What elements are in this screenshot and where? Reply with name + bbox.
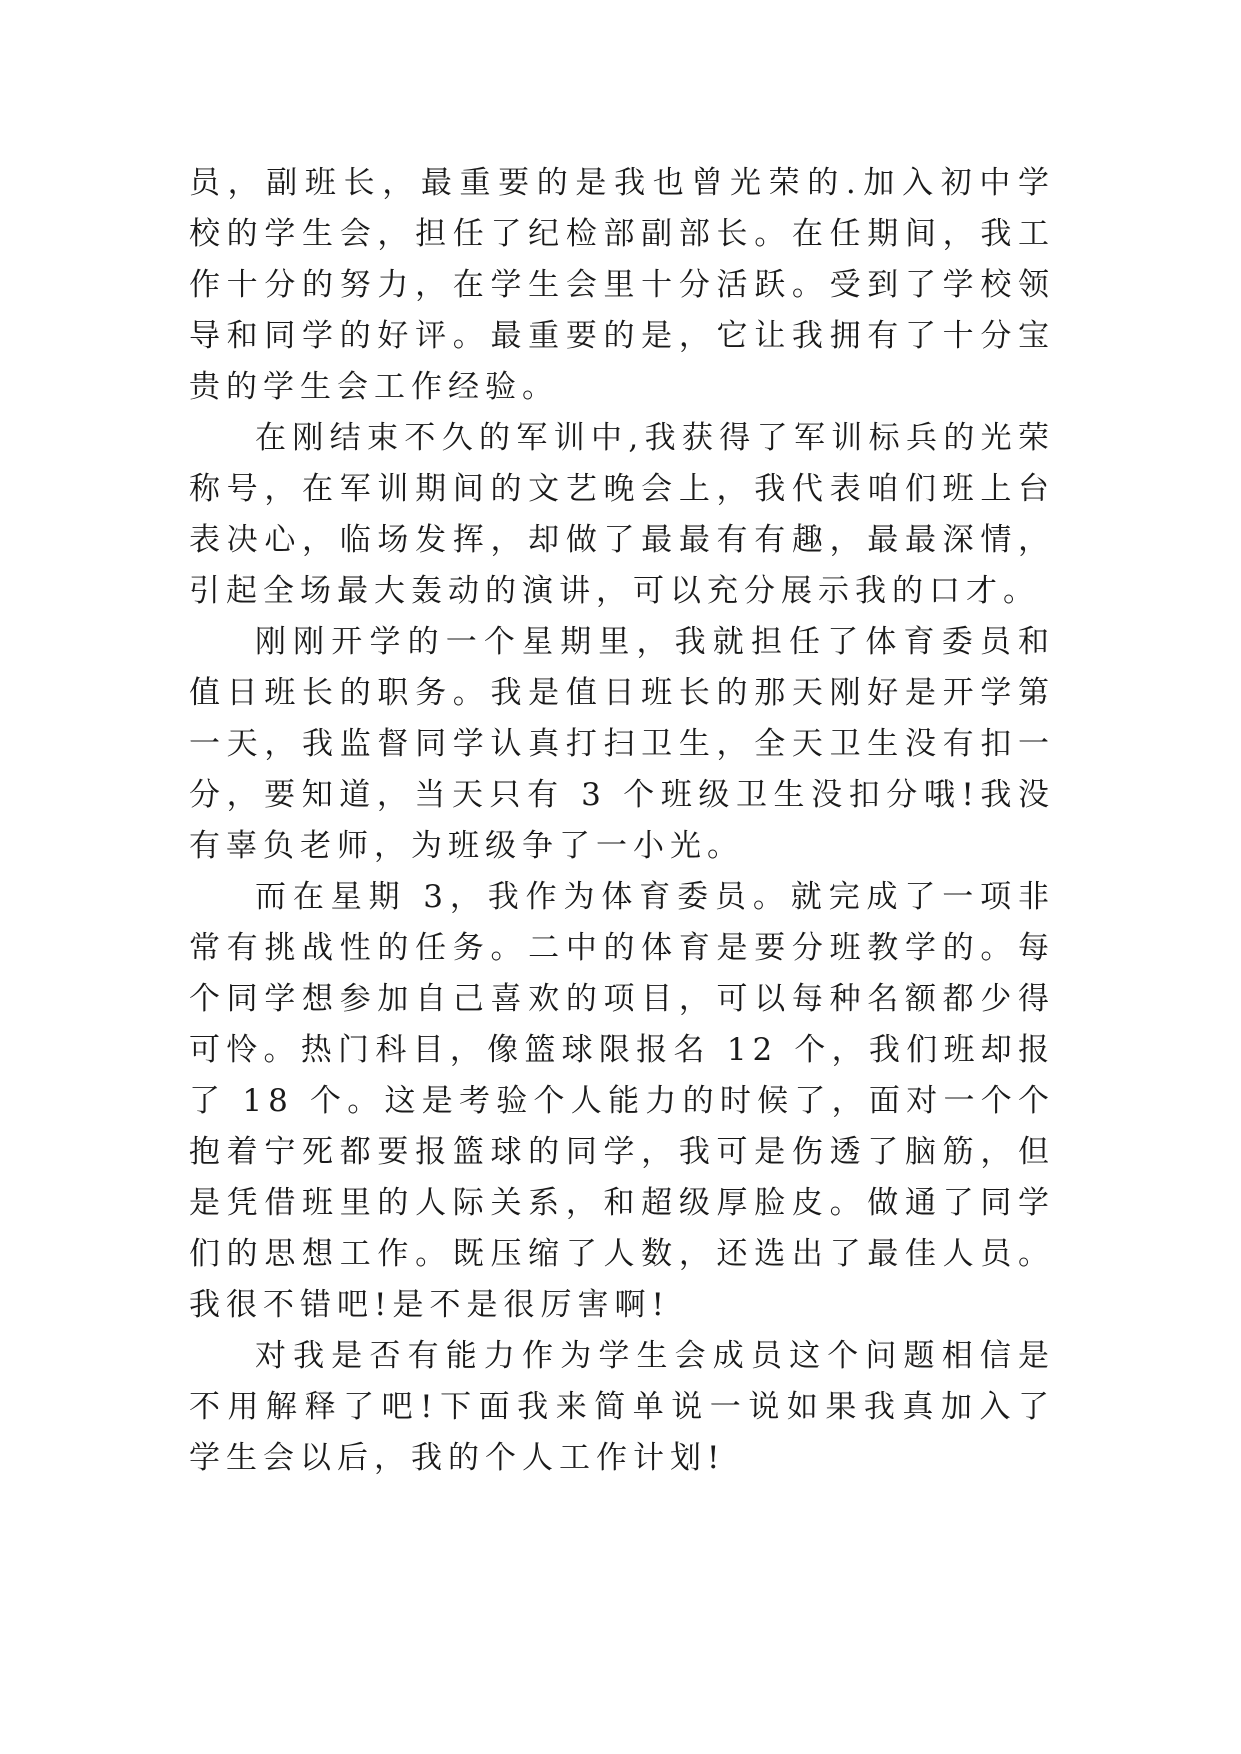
paragraph-3: 刚刚开学的一个星期里，我就担任了体育委员和值日班长的职务。我是值日班长的那天刚好是开学第一天，我监督同学认真打扫卫生，全天卫生没有扣一分，要知道，当天只有 3 个班级卫生没扣分哦!我没有辜负老师，为班级争了一小光。 [189, 624, 1055, 864]
paragraph-1: 员，副班长，最重要的是我也曾光荣的.加入初中学校的学生会，担任了纪检部副部长。在任期间，我工作十分的努力，在学生会里十分活跃。受到了学校领导和同学的好评。最重要的是，它让我拥有了十分宝贵的学生会工作经验。 [189, 165, 1055, 405]
paragraph-2: 在刚结束不久的军训中,我获得了军训标兵的光荣称号，在军训期间的文艺晚会上，我代表咱们班上台表决心，临场发挥，却做了最最有有趣，最最深情，引起全场最大轰动的演讲，可以充分展示我的口才。 [189, 420, 1055, 609]
paragraph-5: 对我是否有能力作为学生会成员这个问题相信是不用解释了吧!下面我来简单说一说如果我真加入了学生会以后，我的个人工作计划! [189, 1338, 1055, 1476]
document-body [189, 158, 1055, 1484]
paragraph-4: 而在星期 3，我作为体育委员。就完成了一项非常有挑战性的任务。二中的体育是要分班教学的。每个同学想参加自己喜欢的项目，可以每种名额都少得可怜。热门科目，像篮球限报名 12 个，我们班却报了 18 个。这是考验个人能力的时候了，面对一个个抱着宁死都要报篮球的同学，我可是伤透了脑筋，但是凭借班里的人际关系，和超级厚脸皮。做通了同学们的思想工作。既压缩了人数，还选出了最佳人员。我很不错吧!是不是很厉害啊! [189, 879, 1055, 1323]
